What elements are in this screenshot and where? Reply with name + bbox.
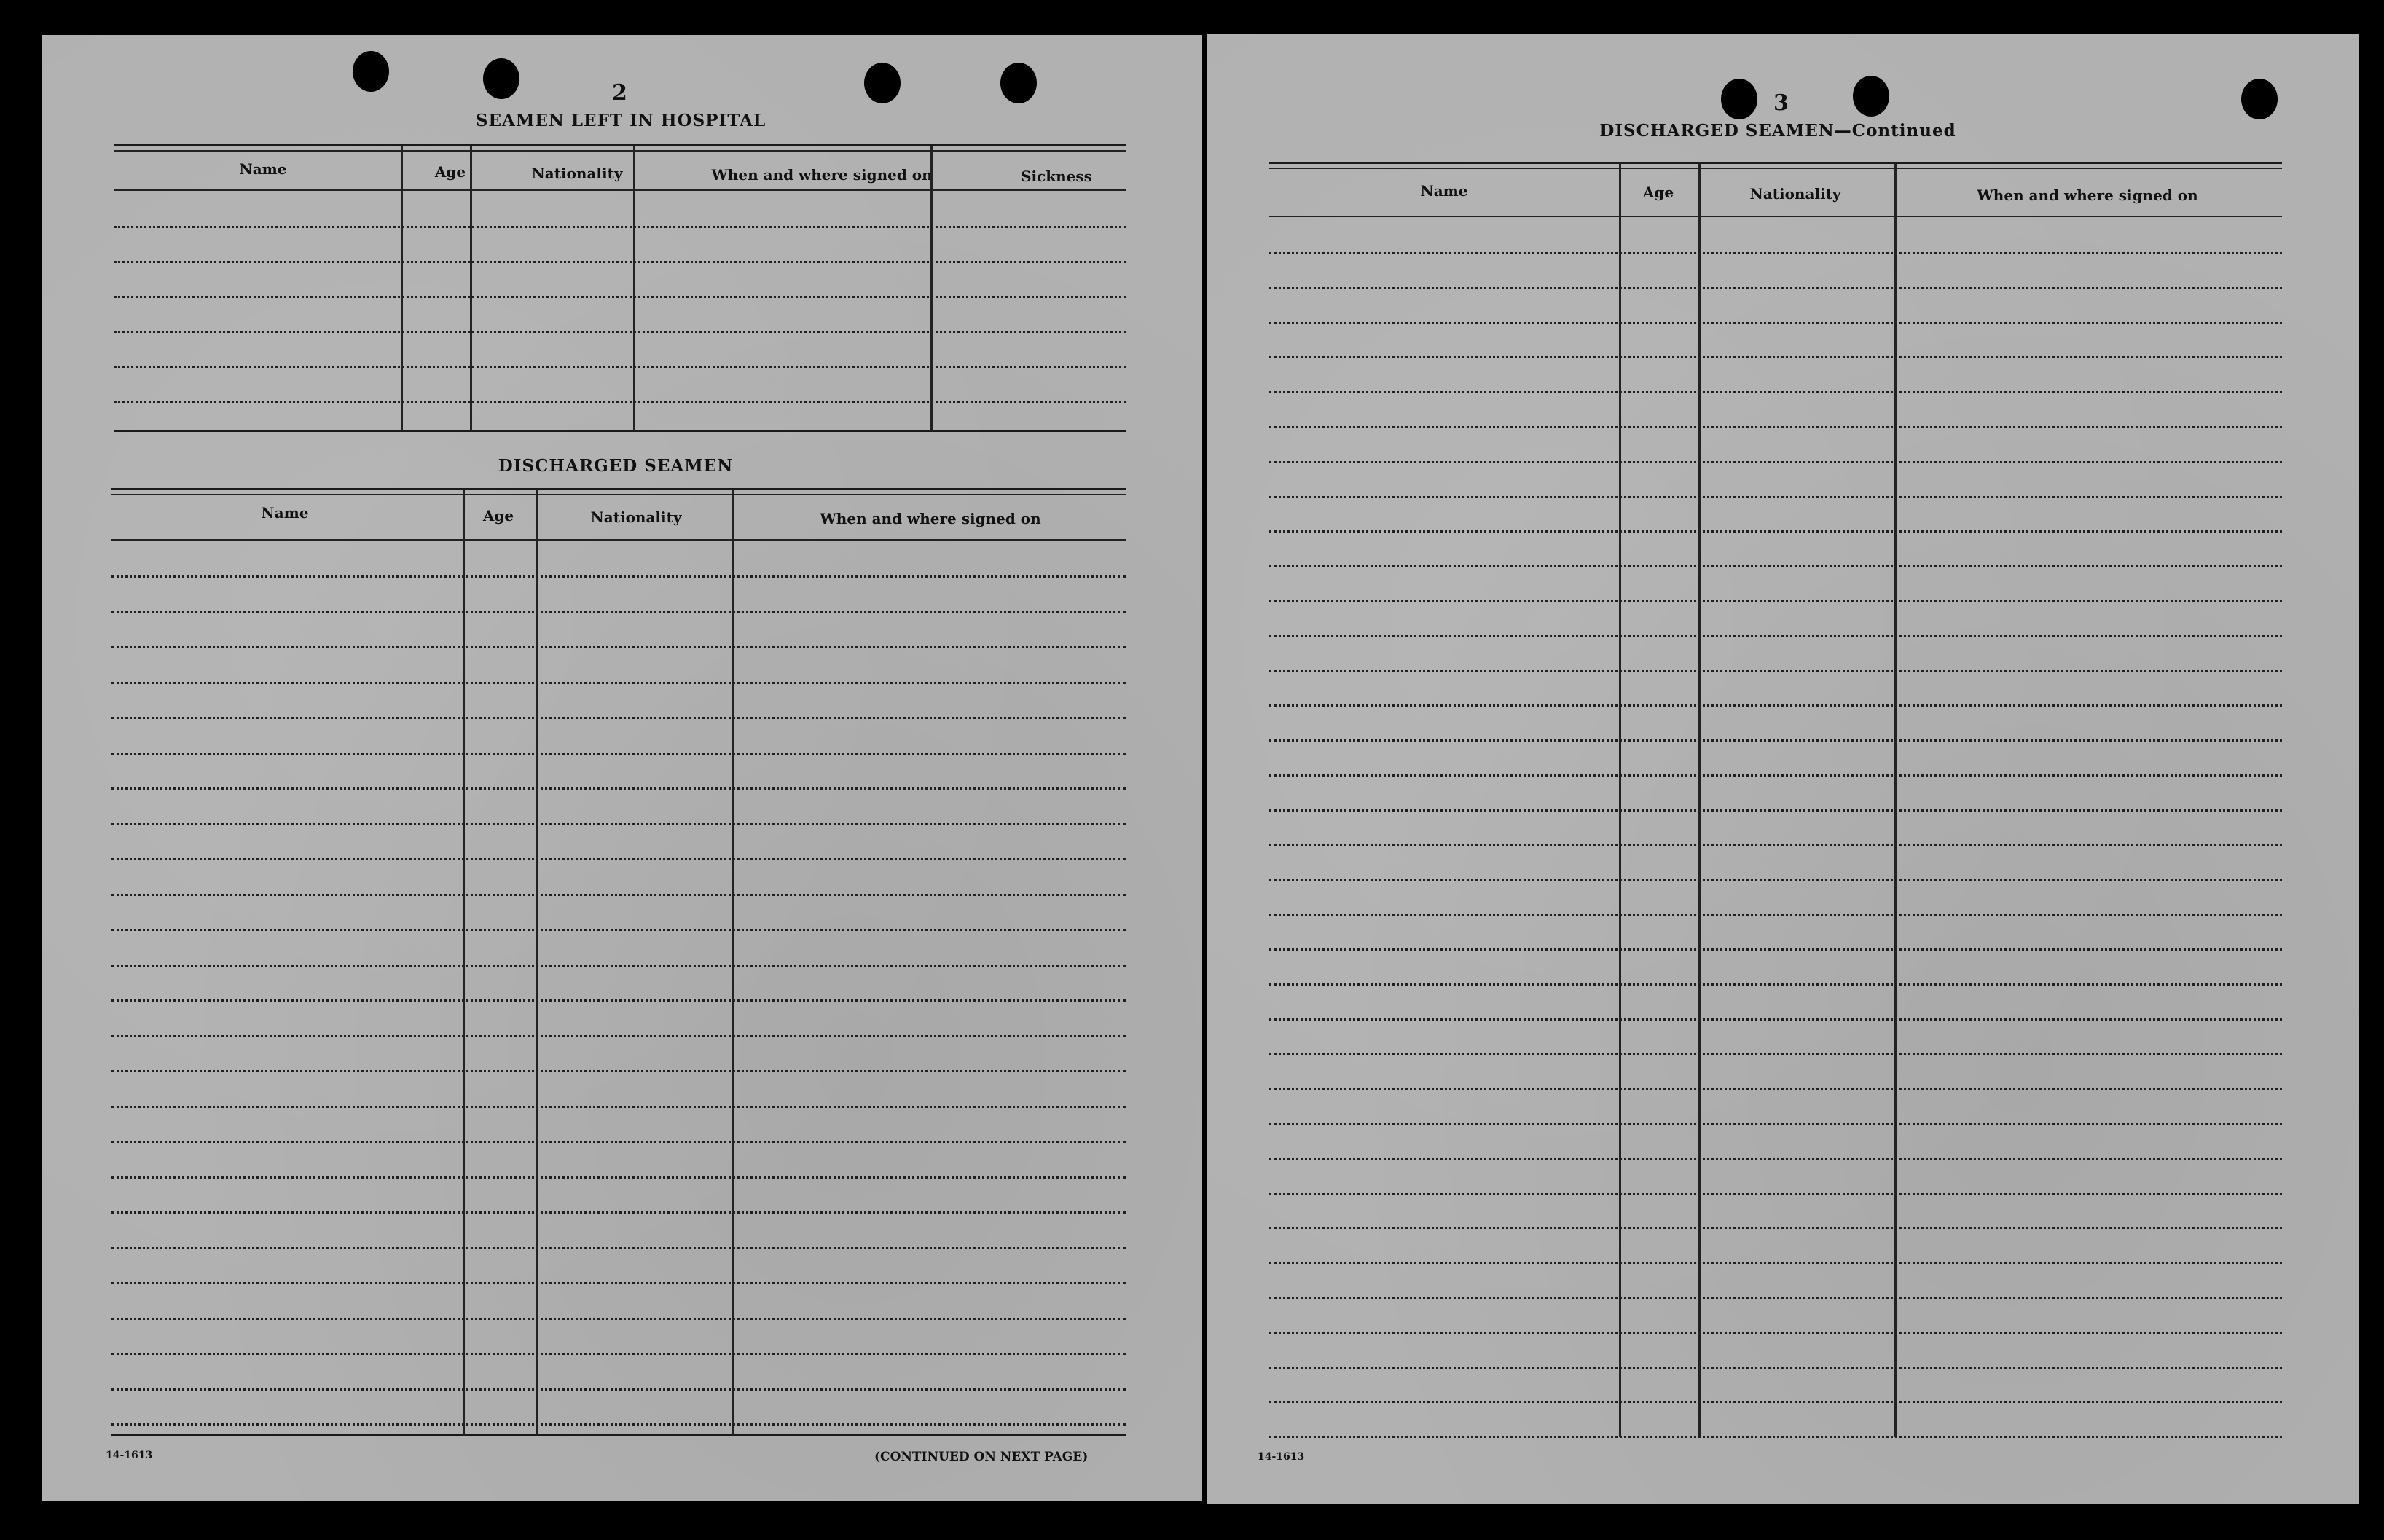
- left-page: [42, 35, 1202, 1501]
- discharged-col-nationality: Nationality: [590, 508, 682, 526]
- ruled-line: [111, 1176, 1126, 1179]
- ruled-line: [1269, 356, 2282, 358]
- ruled-line: [1269, 426, 2282, 428]
- hospital-col-nationality: Nationality: [531, 165, 623, 182]
- ruled-line: [111, 753, 1126, 755]
- column-divider: [401, 146, 403, 431]
- ruled-line: [114, 296, 1126, 298]
- column-divider: [1619, 163, 1621, 1437]
- hospital-col-age: Age: [434, 163, 466, 181]
- header-underline: [111, 539, 1126, 541]
- ruled-line: [1269, 1297, 2282, 1299]
- ruled-line: [111, 1388, 1126, 1391]
- table-top-rule: [111, 494, 1126, 495]
- ruled-line: [111, 965, 1126, 967]
- ruled-line: [1269, 844, 2282, 846]
- ruled-line: [114, 331, 1126, 333]
- table-top-rule: [114, 150, 1126, 152]
- page-number: 2: [612, 80, 627, 106]
- ruled-line: [111, 1035, 1126, 1037]
- punch-hole: [1721, 79, 1757, 119]
- punch-hole: [1853, 76, 1889, 117]
- ruled-line: [111, 894, 1126, 896]
- discharged-col-when-where: When and where signed on: [820, 510, 1041, 527]
- ruled-line: [111, 682, 1126, 684]
- ruled-line: [111, 999, 1126, 1002]
- ruled-line: [114, 366, 1126, 368]
- ruled-line: [111, 787, 1126, 790]
- ruled-line: [1269, 1436, 2282, 1438]
- discharged-col-name: Name: [261, 504, 309, 522]
- ruled-line: [111, 1318, 1126, 1320]
- ruled-line: [1269, 914, 2282, 916]
- ruled-line: [1269, 1018, 2282, 1021]
- ruled-line: [111, 1353, 1126, 1355]
- ruled-line: [111, 646, 1126, 648]
- page-number: 3: [1773, 90, 1789, 116]
- ruled-line: [111, 1423, 1126, 1426]
- ruled-line: [1269, 1088, 2282, 1090]
- table-top-rule: [111, 488, 1126, 490]
- header-underline: [1269, 216, 2282, 217]
- column-divider: [1698, 163, 1701, 1437]
- ruled-line: [111, 1106, 1126, 1108]
- ruled-line: [111, 1211, 1126, 1214]
- ruled-line: [1269, 600, 2282, 602]
- hospital-col-name: Name: [239, 160, 287, 178]
- hospital-section-title: SEAMEN LEFT IN HOSPITAL: [475, 111, 766, 130]
- ruled-line: [111, 611, 1126, 613]
- column-divider: [732, 490, 734, 1435]
- table-top-rule: [1269, 162, 2282, 164]
- ruled-line: [114, 401, 1126, 403]
- ruled-line: [111, 929, 1126, 931]
- ruled-line: [1269, 1227, 2282, 1229]
- ruled-line: [1269, 322, 2282, 324]
- ruled-line: [111, 1247, 1126, 1249]
- ruled-line: [1269, 496, 2282, 498]
- table-top-rule: [1269, 168, 2282, 169]
- ruled-line: [1269, 635, 2282, 637]
- ruled-line: [111, 1141, 1126, 1143]
- punch-hole: [353, 51, 389, 92]
- ruled-line: [111, 717, 1126, 719]
- column-divider: [463, 490, 465, 1435]
- discharged-section-title: DISCHARGED SEAMEN: [498, 456, 734, 476]
- continued-col-age: Age: [1642, 184, 1674, 201]
- ruled-line: [1269, 252, 2282, 254]
- column-divider: [1894, 163, 1897, 1437]
- ruled-line: [1269, 879, 2282, 881]
- ruled-line: [111, 575, 1126, 578]
- punch-hole: [2241, 79, 2278, 119]
- header-underline: [114, 189, 1126, 191]
- ruled-line: [1269, 739, 2282, 742]
- punch-hole: [864, 63, 901, 103]
- continued-note: (CONTINUED ON NEXT PAGE): [874, 1450, 1089, 1464]
- continued-col-when-where: When and where signed on: [1977, 186, 2198, 204]
- right-page: [1207, 34, 2359, 1504]
- ruled-line: [1269, 461, 2282, 463]
- ruled-line: [111, 1070, 1126, 1072]
- ruled-line: [1269, 530, 2282, 533]
- table-bottom-rule: [114, 430, 1126, 432]
- hospital-col-sickness: Sickness: [1021, 168, 1092, 185]
- hospital-col-when-where: When and where signed on: [711, 166, 933, 184]
- column-divider: [536, 490, 538, 1435]
- ruled-line: [1269, 1193, 2282, 1195]
- ruled-line: [1269, 391, 2282, 393]
- ruled-line: [1269, 1401, 2282, 1403]
- ruled-line: [1269, 1158, 2282, 1160]
- punch-hole: [483, 58, 519, 99]
- ruled-line: [1269, 983, 2282, 986]
- table-bottom-rule: [111, 1434, 1126, 1436]
- ruled-line: [1269, 670, 2282, 672]
- ruled-line: [1269, 774, 2282, 777]
- ruled-line: [1269, 1262, 2282, 1264]
- column-divider: [633, 146, 635, 431]
- punch-hole: [1000, 63, 1037, 103]
- ruled-line: [1269, 1367, 2282, 1369]
- column-divider: [930, 146, 933, 431]
- table-top-rule: [114, 144, 1126, 146]
- discharged-col-age: Age: [482, 507, 514, 525]
- column-divider: [470, 146, 472, 431]
- ruled-line: [111, 1282, 1126, 1284]
- ruled-line: [114, 261, 1126, 263]
- ruled-line: [1269, 1123, 2282, 1125]
- form-number: 14-1613: [106, 1450, 153, 1461]
- ruled-line: [1269, 948, 2282, 951]
- ruled-line: [114, 226, 1126, 228]
- ruled-line: [1269, 1053, 2282, 1055]
- form-number: 14-1613: [1258, 1451, 1305, 1463]
- ruled-line: [1269, 809, 2282, 812]
- ruled-line: [1269, 1332, 2282, 1334]
- continued-col-name: Name: [1420, 182, 1468, 200]
- ruled-line: [111, 823, 1126, 825]
- discharged-continued-title: DISCHARGED SEAMEN—Continued: [1599, 121, 1956, 141]
- ruled-line: [1269, 704, 2282, 707]
- ruled-line: [1269, 565, 2282, 567]
- ruled-line: [1269, 287, 2282, 289]
- ruled-line: [111, 858, 1126, 860]
- continued-col-nationality: Nationality: [1749, 185, 1841, 203]
